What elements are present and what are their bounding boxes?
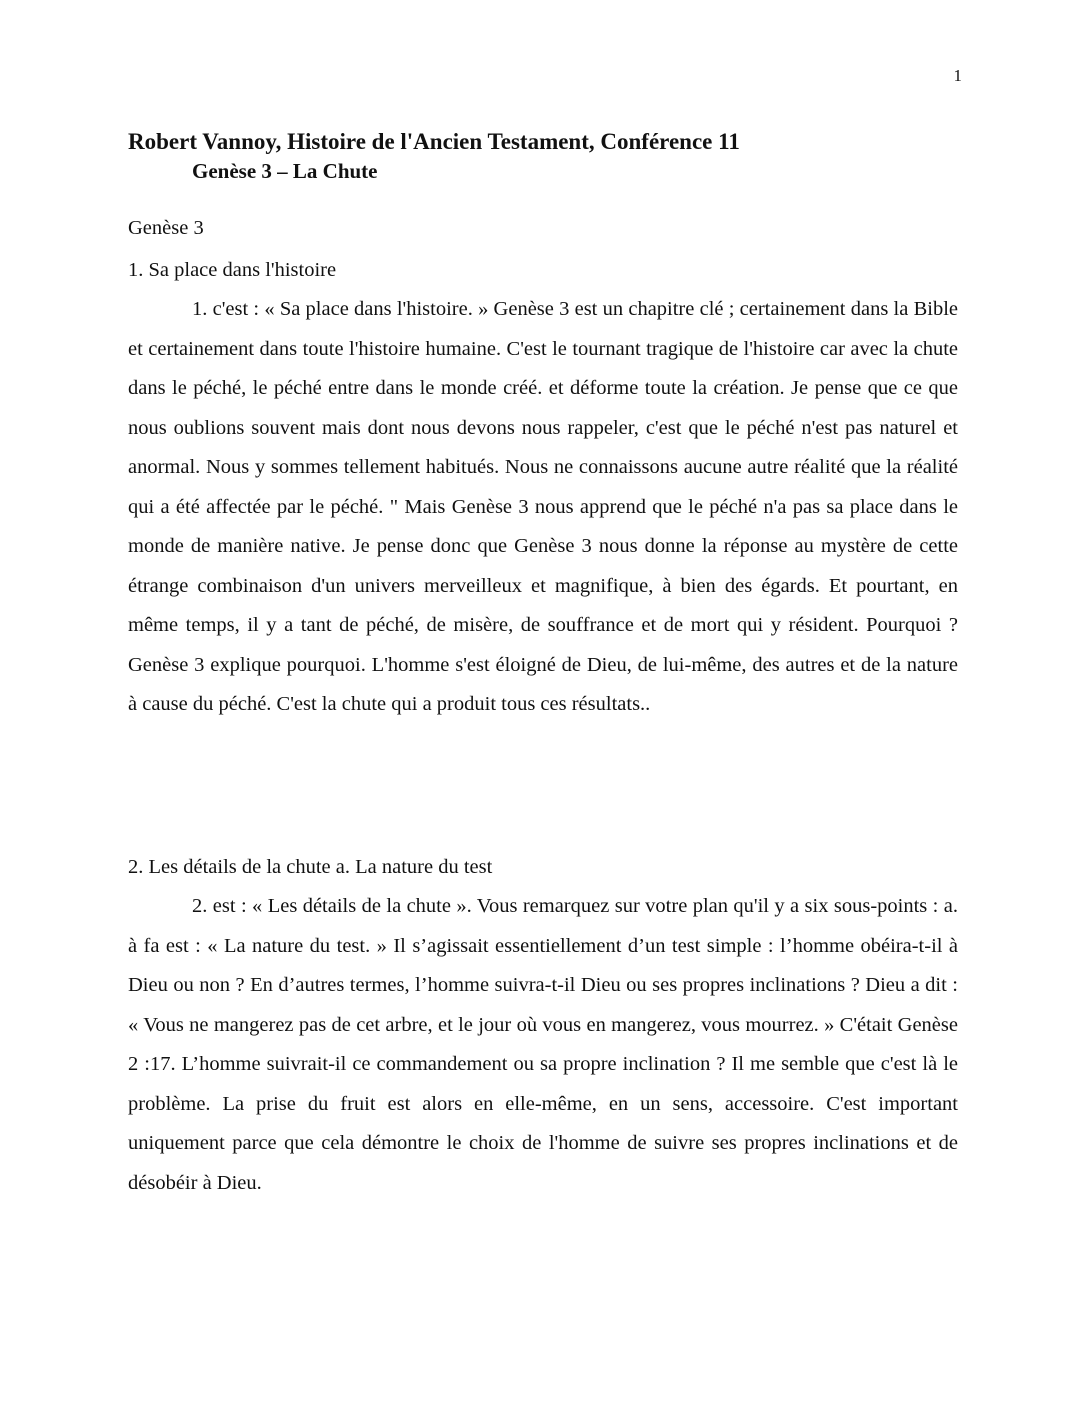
document-title: Robert Vannoy, Histoire de l'Ancien Testament, Conférence 11 xyxy=(128,129,740,154)
document-subtitle: Genèse 3 – La Chute xyxy=(192,159,378,183)
section-2-paragraph: 2. est : « Les détails de la chute ». Vous remarquez sur votre plan qu'il y a six sous-points : a. à fa est : « La nature du test. » Il s’agissait essentiellement d’un test simple : l’homme obéira-t-il à Dieu ou non ? En d’autres termes, l’homme suivra-t-il Dieu ou ses propres inclinations ? Dieu a dit : « Vous ne mangerez pas de cet arbre, et le jour où vous en mangerez, vous mourrez. » C'était Genèse 2 :17. L’homme suivrait-il ce commandement ou sa propre inclination ? Il me semble que c'est là le problème. La prise du fruit est alors en elle-même, en un sens, accessoire. C'est important uniquement parce que cela démontre le choix de l'homme de suivre ses propres inclinations et de désobéir à Dieu. xyxy=(128,895,958,1194)
page-number: 1 xyxy=(953,66,962,85)
section-label: Genèse 3 xyxy=(128,217,204,239)
section-1-heading: 1. Sa place dans l'histoire xyxy=(128,259,337,281)
section-2-heading: 2. Les détails de la chute a. La nature du test xyxy=(128,856,493,878)
section-1-paragraph: 1. c'est : « Sa place dans l'histoire. » Genèse 3 est un chapitre clé ; certainement dans la Bible et certainement dans toute l'histoire humaine. C'est le tournant tragique de l'histoire car avec la chute dans le péché, le péché entre dans le monde créé. et déforme toute la création. Je pense que ce que nous oublions souvent mais dont nous devons nous rappeler, c'est que le péché n'est pas naturel et anormal. Nous y sommes tellement habitués. Nous ne connaissons aucune autre réalité que la réalité qui a été affectée par le péché. " Mais Genèse 3 nous apprend que le péché n'a pas sa place dans le monde de manière native. Je pense donc que Genèse 3 nous donne la réponse au mystère de cette étrange combinaison d'un univers merveilleux et magnifique, à bien des égards. Et pourtant, en même temps, il y a tant de péché, de misère, de souffrance et de mort qui y résident. Pourquoi ? Genèse 3 explique pourquoi. L'homme s'est éloigné de Dieu, de lui-même, des autres et de la nature à cause du péché. C'est la chute qui a produit tous ces résultats.. xyxy=(128,298,958,715)
